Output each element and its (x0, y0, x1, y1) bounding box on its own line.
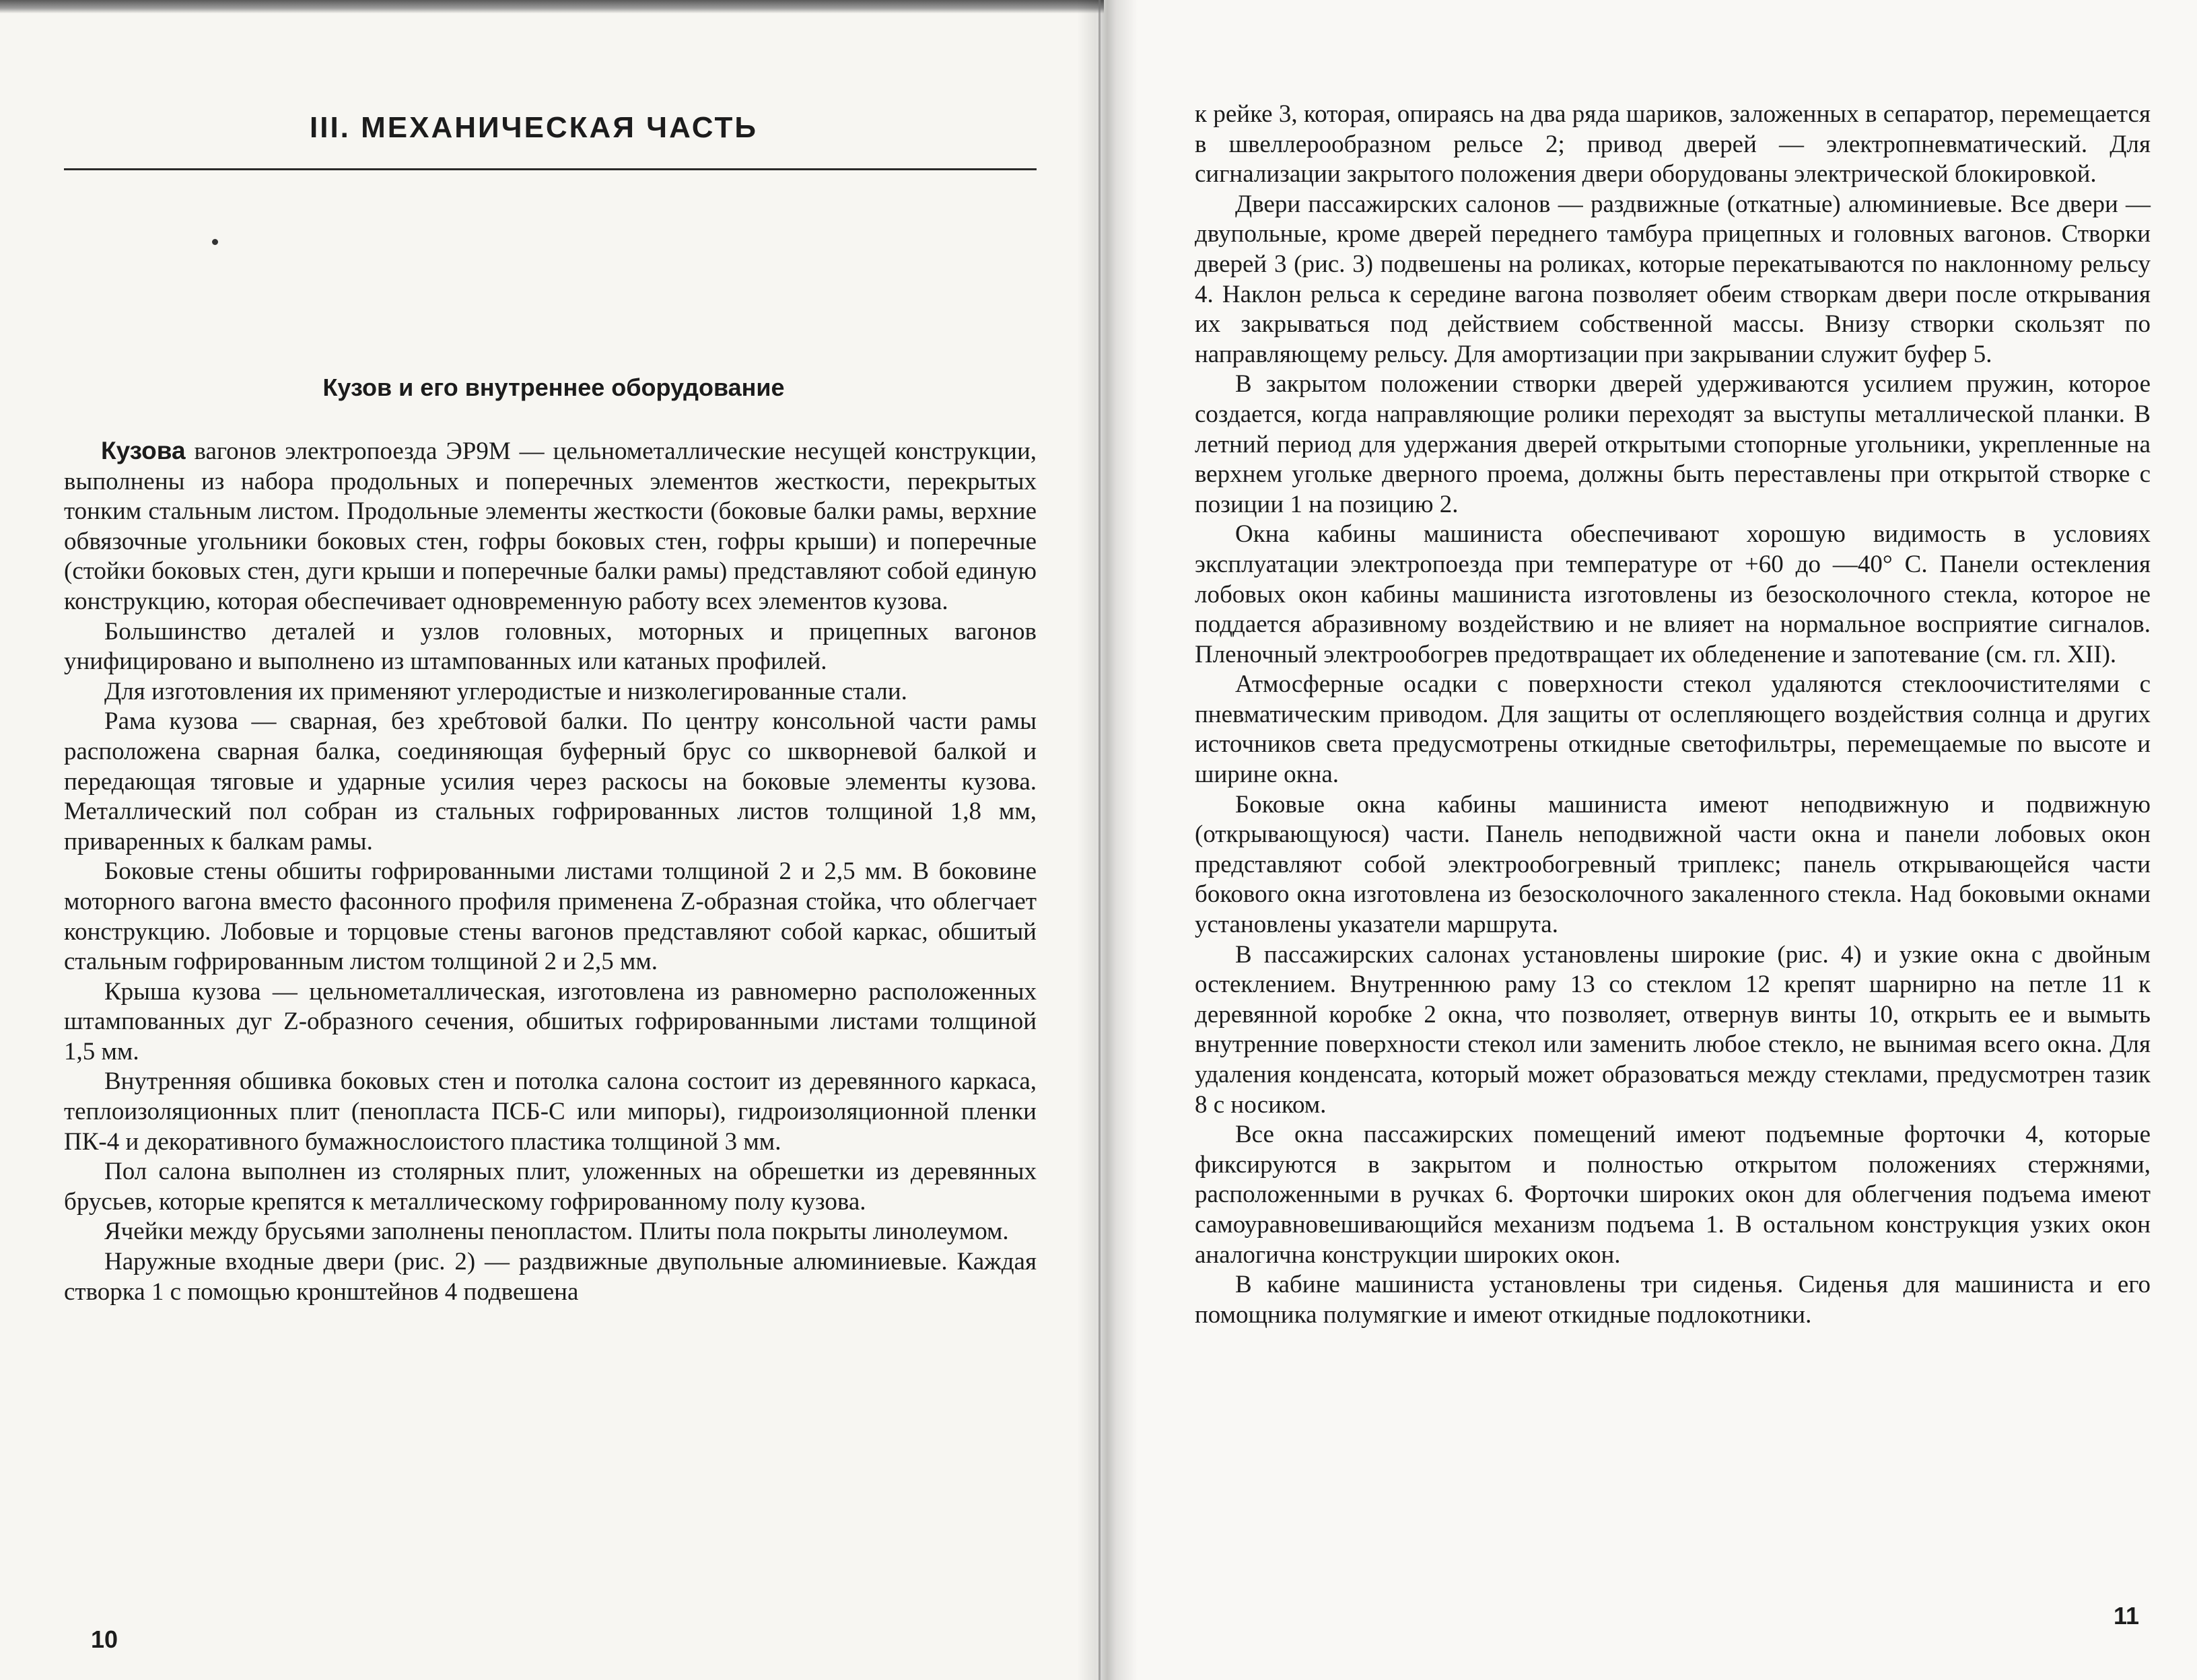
paragraph: Боковые стены обшиты гофрированными листами толщиной 2 и 2,5 мм. В боковине моторного вагона вместо фасонного профиля применена Z-образная стойка, что облегчает конструкцию. Лобовые и торцовые стены вагонов представляют собой каркас, обшитый стальным гофрированным листом толщиной 2 и 2,5 мм. (64, 858, 1037, 976)
section-title: Кузов и его внутреннее оборудование (322, 374, 785, 401)
paragraph: Боковые окна кабины машиниста имеют неподвижную и подвижную (открывающуюся) части. Панель неподвижной части окна и панели лобовых окон представляют собой электрообогревный триплекс; панель открывающейся части бокового окна изготовлена из безосколочного закаленного стекла. Над боковыми окнами установлены указатели маршрута. (1195, 790, 2151, 939)
paragraph: Наружные входные двери (рис. 2) — раздвижные двупольные алюминиевые. Каждая створка 1 с помощью кронштейнов 4 подвешена (64, 1248, 1037, 1306)
paragraph: Большинство деталей и узлов головных, моторных и прицепных вагонов унифицировано и выполнено из штампованных или катаных профилей. (64, 617, 1037, 676)
page-number-right: 11 (2114, 1602, 2140, 1630)
paragraph: Окна кабины машиниста обеспечивают хорошую видимость в условиях эксплуатации электропоезда при температуре от +60 до —40° С. Панели остекления лобовых окон кабины машиниста изготовлены из безосколочного стекла, которое не поддается абразивному воздействию и не влияет на нормальное восприятие сигналов. Пленочный электрообогрев предотвращает их обледенение и запотевание (см. гл. XII). (1195, 520, 2151, 668)
scan-edge-shadow (0, 0, 1104, 13)
page-number-left: 10 (91, 1625, 118, 1653)
paragraph-text: вагонов электропоезда ЭР9М — цельнометаллические несущей конструкции, выполнены из набора продольных и поперечных элементов жесткости, перекрытых тонким стальным листом. Продольные элементы жесткости (боковые балки рамы, верхние обвязочные угольники боковых стен, гофры боковых стен, гофры крыши) и поперечные (стойки боковых стен, дуги крыши и поперечные балки рамы) представляют собой единую конструкцию, которая обеспечивает одновременную работу всех элементов кузова. (64, 438, 1037, 615)
title-rule (64, 168, 1037, 170)
paragraph: Атмосферные осадки с поверхности стекол удаляются стеклоочистителями с пневматическим приводом. Для защиты от ослепляющего воздействия солнца и других источников света предусмотрены откидные светофильтры, перемещаемые по высоте и ширине окна. (1195, 670, 2151, 789)
paragraph: В пассажирских салонах установлены широкие (рис. 4) и узкие окна с двойным остеклением. Внутреннюю раму 13 со стеклом 12 крепят шарнирно на петле 11 к деревянной коробке 2 окна, что позволяет, отвернув винты 10, открыть ее и вымыть внутренние поверхности стекол или заменить любое стекло, не вынимая всего окна. Для удаления конденсата, который может образоваться между стеклами, предусмотрен тазик 8 с носиком. (1195, 940, 2151, 1119)
paragraph (64, 436, 1037, 617)
right-page-body (1195, 100, 2151, 1330)
book-gutter (1077, 0, 1138, 1680)
lead-word: Кузова (101, 437, 186, 464)
paragraph: к рейке 3, которая, опираясь на два ряда шариков, заложенных в сепаратор, перемещается в швеллерообразном рельсе 2; привод дверей — электропневматический. Для сигнализации закрытого положения двери оборудованы электрической блокировкой. (1195, 100, 2151, 188)
paragraph: Для изготовления их применяют углеродистые и низколегированные стали. (104, 677, 907, 705)
paragraph: Рама кузова — сварная, без хребтовой балки. По центру консольной части рамы расположена сварная балка, соединяющая буферный брус со шкворневой балкой и передающая тяговые и ударные усилия через раскосы на боковые элементы кузова. Металлический пол собран из стальных гофрированных листов толщиной 1,8 мм, приваренных к балкам рамы. (64, 707, 1037, 855)
left-page-body (64, 436, 1037, 1307)
paragraph: В закрытом положении створки дверей удерживаются усилием пружин, которое создается, когда направляющие ролики переходят за выступы металлической планки. В летний период для удержания дверей открытыми стопорные угольники, укрепленные на верхнем угольке дверного проема, должны быть переставлены при открытой створке с позиции 1 на позицию 2. (1195, 370, 2151, 518)
print-speck (212, 239, 218, 245)
paragraph: Пол салона выполнен из столярных плит, уложенных на обрешетки из деревянных брусьев, которые крепятся к металлическому гофрированному полу кузова. (64, 1158, 1037, 1216)
paragraph: Крыша кузова — цельнометаллическая, изготовлена из равномерно расположенных штампованных дуг Z-образного сечения, обшитых гофрированными листами толщиной 1,5 мм. (64, 977, 1037, 1065)
book-fold-line (1098, 0, 1101, 1680)
paragraph: Двери пассажирских салонов — раздвижные (откатные) алюминиевые. Все двери — двупольные, кроме дверей переднего тамбура прицепных и головных вагонов. Створки дверей 3 (рис. 3) подвешены на роликах, которые перекатываются по наклонному рельсу 4. Наклон рельса к середине вагона позволяет обеим створкам двери после открывания их закрываться под действием собственной массы. Внизу створки скользят по направляющему рельсу. Для амортизации при закрывании служит буфер 5. (1195, 190, 2151, 368)
paragraph: Ячейки между брусьями заполнены пенопластом. Плиты пола покрыты линолеумом. (104, 1218, 1009, 1246)
paragraph: В кабине машиниста установлены три сиденья. Сиденья для машиниста и его помощника полумягкие и имеют откидные подлокотники. (1195, 1271, 2151, 1329)
paragraph: Все окна пассажирских помещений имеют подъемные форточки 4, которые фиксируются в закрытом и полностью открытом положениях стержнями, расположенными в ручках 6. Форточки широких окон для облегчения подъема имеют самоуравновешивающийся механизм подъема 1. В остальном конструкция узких окон аналогична конструкции широких окон. (1195, 1121, 2151, 1269)
paragraph: Внутренняя обшивка боковых стен и потолка салона состоит из деревянного каркаса, теплоизоляционных плит (пенопласта ПСБ-С или мипоры), гидроизоляционной пленки ПК-4 и декоративного бумажнослоистого пластика толщиной 3 мм. (64, 1068, 1037, 1156)
chapter-title: III. МЕХАНИЧЕСКАЯ ЧАСТЬ (310, 111, 758, 144)
